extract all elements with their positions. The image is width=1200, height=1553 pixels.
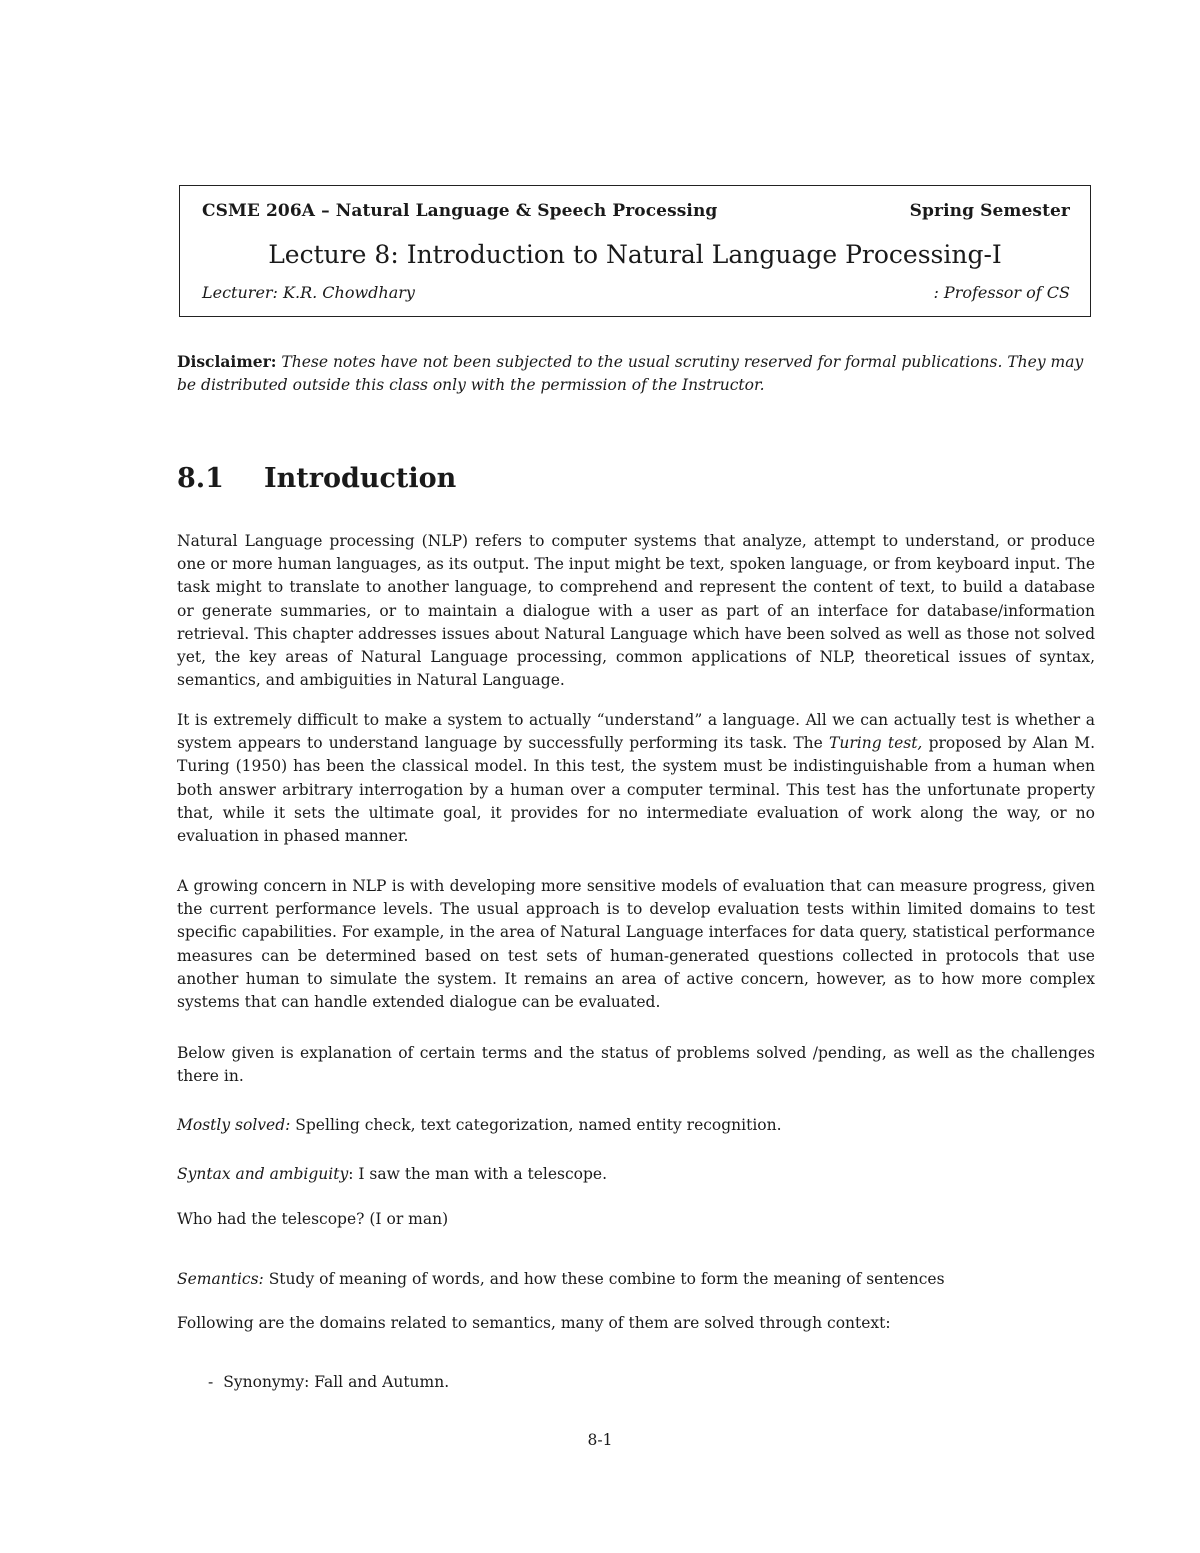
- bullet-marker: -: [208, 1373, 214, 1391]
- paragraph-telescope-question: Who had the telescope? (I or man): [177, 1210, 449, 1228]
- paragraph-mostly-solved: [177, 1114, 1095, 1137]
- paragraph-turing-part-a: It is extremely difficult to make a system to actually “understand” a language. All we can actually test is whether a system appears to understand language by successfully performing its task. The: [177, 711, 1095, 753]
- lecturer-name: Lecturer: K.R. Chowdhary: [202, 283, 415, 302]
- syntax-ambiguity-text: : I saw the man with a telescope.: [348, 1165, 608, 1183]
- paragraph-semantics-domains: Following are the domains related to semantics, many of them are solved through context:: [177, 1314, 891, 1332]
- mostly-solved-text: Spelling check, text categorization, named entity recognition.: [290, 1116, 782, 1134]
- disclaimer-label: Disclaimer:: [177, 352, 277, 371]
- disclaimer: [177, 350, 1097, 397]
- paragraph-semantics: [177, 1268, 1095, 1291]
- header-top-row: [202, 201, 1070, 221]
- list-item: [208, 1371, 449, 1394]
- semantics-label: Semantics:: [177, 1270, 264, 1288]
- paragraph-syntax-ambiguity: [177, 1163, 1095, 1186]
- lecture-title: Lecture 8: Introduction to Natural Language Processing-I: [268, 240, 1002, 269]
- header-bottom-row: [202, 283, 1070, 302]
- bullet-text: Synonymy: Fall and Autumn.: [223, 1373, 450, 1391]
- paragraph-terms-intro: Below given is explanation of certain terms and the status of problems solved /pending, as well as the challenges there in.: [177, 1044, 1095, 1086]
- disclaimer-text: These notes have not been subjected to the usual scrutiny reserved for formal publications. They may be distributed outside this class only with the permission of the Instructor.: [177, 353, 1084, 394]
- semantics-text: Study of meaning of words, and how these combine to form the meaning of sentences: [263, 1270, 945, 1288]
- course-title: CSME 206A – Natural Language & Speech Processing: [202, 201, 718, 221]
- paragraph-nlp-definition: Natural Language processing (NLP) refers to computer systems that analyze, attempt to understand, or produce one or more human languages, as its output. The input might be text, spoken language, or from keyboard input. The task might to translate to another language, to comprehend and represent the content of text, to build a database or generate summaries, or to maintain a dialogue with a user as part of an interface for database/information retrieval. This chapter addresses issues about Natural Language which have been solved as well as those not solved yet, the key areas of Natural Language processing, common applications of NLP, theoretical issues of syntax, semantics, and ambiguities in Natural Language.: [177, 532, 1095, 690]
- lecture-header-box: [179, 185, 1091, 317]
- section-heading: [177, 463, 456, 494]
- paragraph-turing-test: [177, 709, 1095, 848]
- turing-test-term: Turing test,: [829, 734, 923, 753]
- paragraph-turing-part-b: proposed by Alan M. Turing (1950) has been the classical model. In this test, the system must be indistinguishable from a human when both answer arbitrary interrogation by a human over a computer terminal. This test has the unfortunate property that, while it sets the ultimate goal, it provides for no intermediate evaluation of work along the way, or no evaluation in phased manner.: [177, 734, 1095, 846]
- section-title: Introduction: [263, 463, 457, 494]
- syntax-ambiguity-label: Syntax and ambiguity: [177, 1165, 349, 1183]
- semester-label: Spring Semester: [909, 201, 1070, 221]
- lecturer-role: : Professor of CS: [933, 283, 1070, 302]
- paragraph-evaluation: A growing concern in NLP is with developing more sensitive models of evaluation that can measure progress, given the current performance levels. The usual approach is to develop evaluation tests within limited domains to test specific capabilities. For example, in the area of Natural Language interfaces for data query, statistical performance measures can be determined based on test sets of human-generated questions collected in protocols that use another human to simulate the system. It remains an area of active concern, however, as to how more complex systems that can handle extended dialogue can be evaluated.: [177, 877, 1095, 1012]
- mostly-solved-label: Mostly solved:: [177, 1116, 291, 1134]
- section-number: 8.1: [177, 463, 224, 494]
- page-number: 8-1: [587, 1431, 613, 1449]
